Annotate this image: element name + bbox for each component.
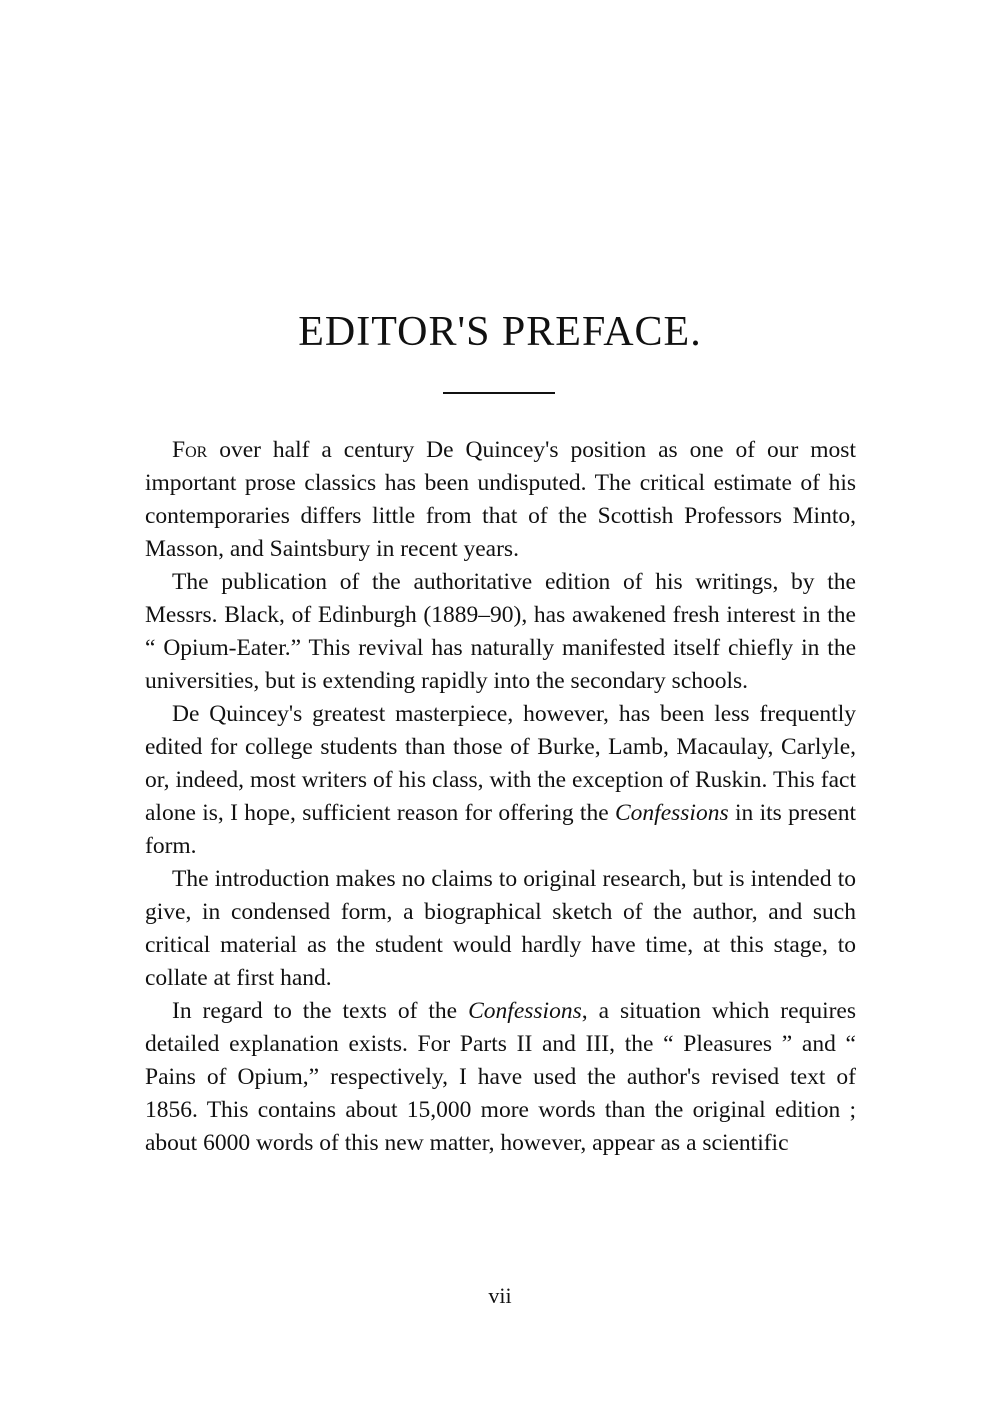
paragraph-1: [145, 434, 856, 566]
paragraph-1-lead: For: [172, 437, 208, 463]
paragraph-4: The introduction makes no claims to original research, but is intended to give, in condensed form, a biographical sketch of the author, and such critical material as the student would hardly have time, at this stage, to collate at first hand.: [145, 866, 856, 991]
paragraph-3-after: in its present form.: [145, 800, 856, 859]
paragraph-3: [145, 698, 856, 863]
paragraph-5-italic: Confessions: [468, 998, 582, 1024]
title-rule: [443, 392, 555, 394]
paragraph-5-after: , a situation which requires detailed explanation exists. For Parts II and III, the “ Pleasures ” and “ Pains of Opium,” respectively, I have used the author's revised text of 1856. This contains about 15,000 more words than the original edition ; about 6000 words of this new matter, however, appear as a scientific: [145, 998, 856, 1156]
paragraph-2: The publication of the authoritative edition of his writings, by the Messrs. Black, of Edinburgh (1889–90), has awakened fresh interest in the “ Opium-Eater.” This revival has naturally manifested itself chiefly in the universities, but is extending rapidly into the secondary schools.: [145, 569, 856, 694]
paragraph-3-before: De Quincey's greatest masterpiece, however, has been less frequently edited for college students than those of Burke, Lamb, Macaulay, Carlyle, or, indeed, most writers of his class, with the exception of Ruskin. This fact alone is, I hope, sufficient reason for offering the: [145, 701, 856, 826]
paragraph-5: [145, 995, 856, 1160]
page-number: vii: [488, 1283, 512, 1308]
preface-body: [145, 434, 856, 1160]
paragraph-5-before: In regard to the texts of the: [172, 998, 469, 1024]
paragraph-1-text: over half a century De Quincey's position as one of our most important prose classics has been undisputed. The critical estimate of his contemporaries differs little from that of the Scottish Professors Minto, Masson, and Saintsbury in recent years.: [145, 437, 856, 562]
page-title: EDITOR'S PREFACE.: [298, 309, 702, 355]
paragraph-3-italic: Confessions: [615, 800, 729, 826]
